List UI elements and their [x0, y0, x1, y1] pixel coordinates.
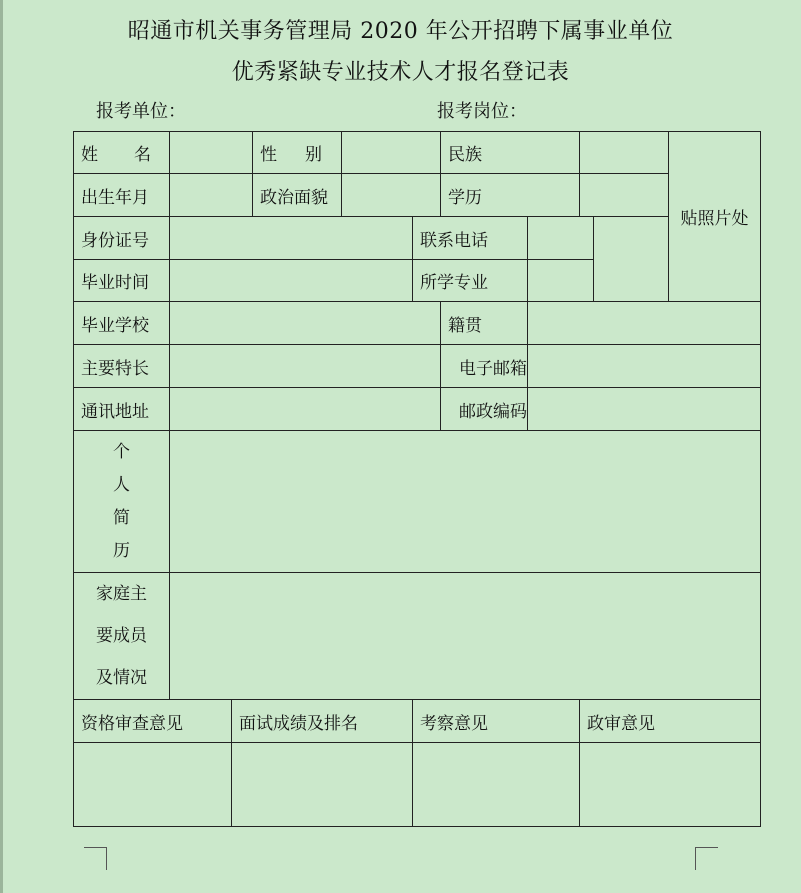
- name-value[interactable]: [170, 132, 253, 174]
- qualification-review-value[interactable]: [74, 743, 232, 827]
- row-specialty: [74, 345, 761, 388]
- postcode-label: 邮政编码: [441, 388, 528, 431]
- political-value[interactable]: [342, 174, 441, 217]
- gender-label: [253, 132, 342, 174]
- row-address: [74, 388, 761, 431]
- id-number-value[interactable]: [170, 217, 413, 260]
- row-school: [74, 302, 761, 345]
- row-review-values: [74, 743, 761, 827]
- resume-value[interactable]: [170, 431, 761, 573]
- margin-corner-left: [84, 847, 107, 870]
- margin-corner-right: [695, 847, 718, 870]
- email-value[interactable]: [528, 345, 761, 388]
- email-label: 电子邮箱: [441, 345, 528, 388]
- resume-char-4: 历: [113, 540, 130, 561]
- education-label: 学历: [441, 174, 580, 217]
- grad-time-label: 毕业时间: [74, 260, 170, 302]
- political-review-label: 政审意见: [580, 700, 761, 743]
- family-value[interactable]: [170, 573, 761, 700]
- ethnicity-value[interactable]: [580, 132, 669, 174]
- row-family: [74, 573, 761, 700]
- row-birth: [74, 174, 761, 217]
- address-label: 通讯地址: [74, 388, 170, 431]
- phone-value[interactable]: [528, 217, 594, 260]
- postcode-value[interactable]: [528, 388, 761, 431]
- gender-label-b: 别: [305, 145, 322, 165]
- row-name: [74, 132, 761, 174]
- inspection-label: 考察意见: [413, 700, 580, 743]
- page-left-border: [0, 0, 3, 893]
- major-label: 所学专业: [413, 260, 528, 302]
- row-resume: [74, 431, 761, 573]
- family-line-1: 家庭主: [96, 584, 147, 604]
- interview-value[interactable]: [232, 743, 413, 827]
- row-grad-time: [74, 260, 761, 302]
- school-value[interactable]: [170, 302, 441, 345]
- birth-label: 出生年月: [74, 174, 170, 217]
- inspection-value[interactable]: [413, 743, 580, 827]
- photo-placeholder: 贴照片处: [669, 132, 761, 302]
- family-line-3: 及情况: [96, 668, 147, 688]
- family-line-2: 要成员: [96, 626, 147, 646]
- id-number-label: 身份证号: [74, 217, 170, 260]
- resume-char-1: 个: [113, 441, 130, 462]
- specialty-value[interactable]: [170, 345, 441, 388]
- specialty-label: 主要特长: [74, 345, 170, 388]
- apply-position-label: 报考岗位：: [437, 101, 527, 122]
- interview-label: 面试成绩及排名: [232, 700, 413, 743]
- name-label-a: 姓: [81, 145, 98, 165]
- address-value[interactable]: [170, 388, 441, 431]
- political-review-value[interactable]: [580, 743, 761, 827]
- name-label-b: 名: [134, 145, 151, 165]
- row-review-headers: [74, 700, 761, 743]
- gender-value[interactable]: [342, 132, 441, 174]
- phone-label: 联系电话: [413, 217, 528, 260]
- ethnicity-label: 民族: [441, 132, 580, 174]
- native-place-label: 籍贯: [441, 302, 528, 345]
- education-value[interactable]: [580, 174, 669, 217]
- row-id: [74, 217, 761, 260]
- major-value[interactable]: [528, 260, 594, 302]
- grad-time-value[interactable]: [170, 260, 413, 302]
- apply-unit-label: 报考单位：: [96, 101, 186, 122]
- resume-char-3: 简: [113, 507, 130, 528]
- title-line-1: 昭通市机关事务管理局 2020 年公开招聘下属事业单位: [127, 19, 674, 44]
- qualification-review-label: 资格审查意见: [74, 700, 232, 743]
- registration-form-table: [73, 131, 761, 827]
- school-label: 毕业学校: [74, 302, 170, 345]
- title-line-2: 优秀紧缺专业技术人才报名登记表: [231, 60, 570, 85]
- resume-label: [74, 431, 170, 573]
- birth-value[interactable]: [170, 174, 253, 217]
- native-place-value[interactable]: [528, 302, 761, 345]
- family-label: [74, 573, 170, 700]
- political-label: 政治面貌: [253, 174, 342, 217]
- resume-char-2: 人: [113, 474, 130, 495]
- gender-label-a: 性: [260, 145, 277, 165]
- name-label: [74, 132, 170, 174]
